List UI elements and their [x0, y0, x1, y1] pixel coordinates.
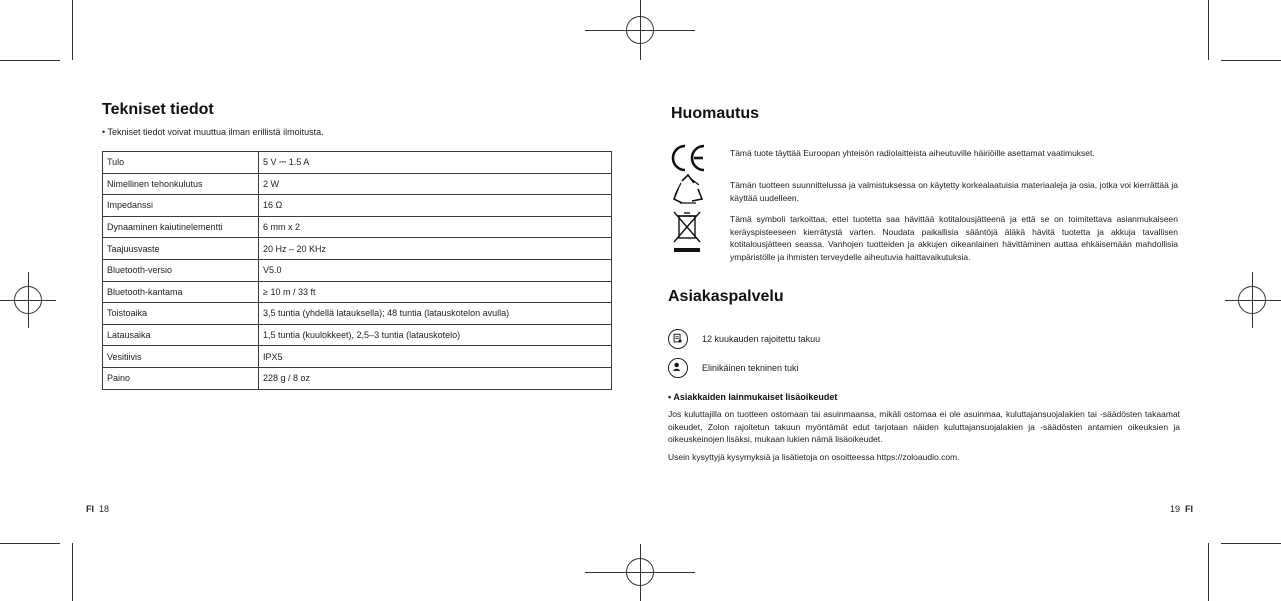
spec-value: 16 Ω [259, 195, 612, 217]
warranty-document-icon [668, 329, 688, 349]
spec-row [103, 281, 612, 303]
notice-title: Huomautus [671, 105, 759, 122]
page-footer-left [86, 504, 109, 514]
spec-row [103, 259, 612, 281]
service-support-label: Elinikäinen tekninen tuki [702, 363, 799, 373]
spec-value: 228 g / 8 oz [259, 367, 612, 389]
spec-value: 20 Hz – 20 KHz [259, 238, 612, 260]
specs-note: • Tekniset tiedot voivat muuttua ilman erillistä ilmoitusta. [102, 127, 324, 137]
spec-value: 2 W [259, 173, 612, 195]
spec-label: Toistoaika [103, 303, 259, 325]
spec-value: ≥ 10 m / 33 ft [259, 281, 612, 303]
spec-value: 3,5 tuntia (yhdellä latauksella); 48 tuntia (latauskotelon avulla) [259, 303, 612, 325]
faq-text: Usein kysyttyjä kysymyksiä ja lisätietoja on osoitteessa https://zoloaudio.com. [668, 452, 960, 462]
spec-label: Paino [103, 367, 259, 389]
service-title: Asiakaspalvelu [668, 288, 784, 305]
spec-row [103, 303, 612, 325]
spec-row [103, 324, 612, 346]
spec-label: Nimellinen tehonkulutus [103, 173, 259, 195]
spec-row [103, 216, 612, 238]
spec-value: 1,5 tuntia (kuulokkeet), 2,5–3 tuntia (latauskotelo) [259, 324, 612, 346]
spec-value: IPX5 [259, 346, 612, 368]
spec-label: Tulo [103, 152, 259, 174]
spec-label: Vesitiivis [103, 346, 259, 368]
service-warranty-label: 12 kuukauden rajoitettu takuu [702, 334, 821, 344]
spec-row [103, 346, 612, 368]
spec-row [103, 238, 612, 260]
rights-heading: • Asiakkaiden lainmukaiset lisäoikeudet [668, 392, 838, 402]
spec-row [103, 195, 612, 217]
rights-text: Jos kuluttajilla on tuotteen ostomaan tai asuinmaansa, mikäli ostomaa ei ole asuinmaa, kuluttajansuojalakien tai -säädösten takaamat oikeudet, Zolon rajoitetun takuun myöntämät edut tarjotaan näiden kuluttajansuojalakien ja -säädösten antamien oikeuksien ja oikeuskeinojen lisäksi, mukaan lukien nämä lisäoikeudet. [668, 409, 1180, 444]
notice-ce-text: Tämä tuote täyttää Euroopan yhteisön radiolaitteista aiheutuville häiriöille asettamat vaatimukset. [730, 148, 1095, 158]
left-page [0, 0, 640, 601]
notice-recycle-text: Tämän tuotteen suunnittelussa ja valmistuksessa on käytetty korkealaatuisia materiaaleja ja osia, jotka voi kierrättää ja käyttää uudelleen. [730, 180, 1178, 203]
page-number: 18 [99, 504, 110, 514]
recycle-icon [668, 171, 708, 211]
notice-weee-text: Tämä symboli tarkoittaa, ettei tuotetta saa hävittää kotitalousjätteenä ja että se on toimitettava asianmukaiseen keräyspisteeseen kierrätystä varten. Noudata paikallisia sääntöjä äläkä hävitä tuotetta ja akkuja tavallisen kotitalousjätteen seassa. Vanhojen tuotteiden ja akkujen oikeanlainen hävittäminen auttaa ehkäisemään mahdollisia ympäristölle ja ihmisten terveydelle aiheutuvia haittavaikutuksia. [730, 214, 1178, 262]
specs-title: Tekniset tiedot [102, 101, 214, 118]
spec-label: Impedanssi [103, 195, 259, 217]
support-person-icon [668, 358, 688, 378]
page-number: 19 [1170, 504, 1181, 514]
spec-row [103, 173, 612, 195]
language-code: FI [86, 504, 94, 514]
spec-value: V5.0 [259, 259, 612, 281]
weee-crossed-bin-icon [668, 208, 708, 256]
spec-label: Latausaika [103, 324, 259, 346]
spec-value: 5 V ⎓ 1.5 A [259, 152, 612, 174]
spec-label: Dynaaminen kaiutinelementti [103, 216, 259, 238]
spec-label: Bluetooth-versio [103, 259, 259, 281]
language-code: FI [1185, 504, 1194, 514]
spec-row [103, 152, 612, 174]
spec-label: Taajuusvaste [103, 238, 259, 260]
spec-label: Bluetooth-kantama [103, 281, 259, 303]
spec-row [103, 367, 612, 389]
page-footer-right [1170, 504, 1193, 514]
spec-value: 6 mm x 2 [259, 216, 612, 238]
specs-table [102, 151, 612, 390]
